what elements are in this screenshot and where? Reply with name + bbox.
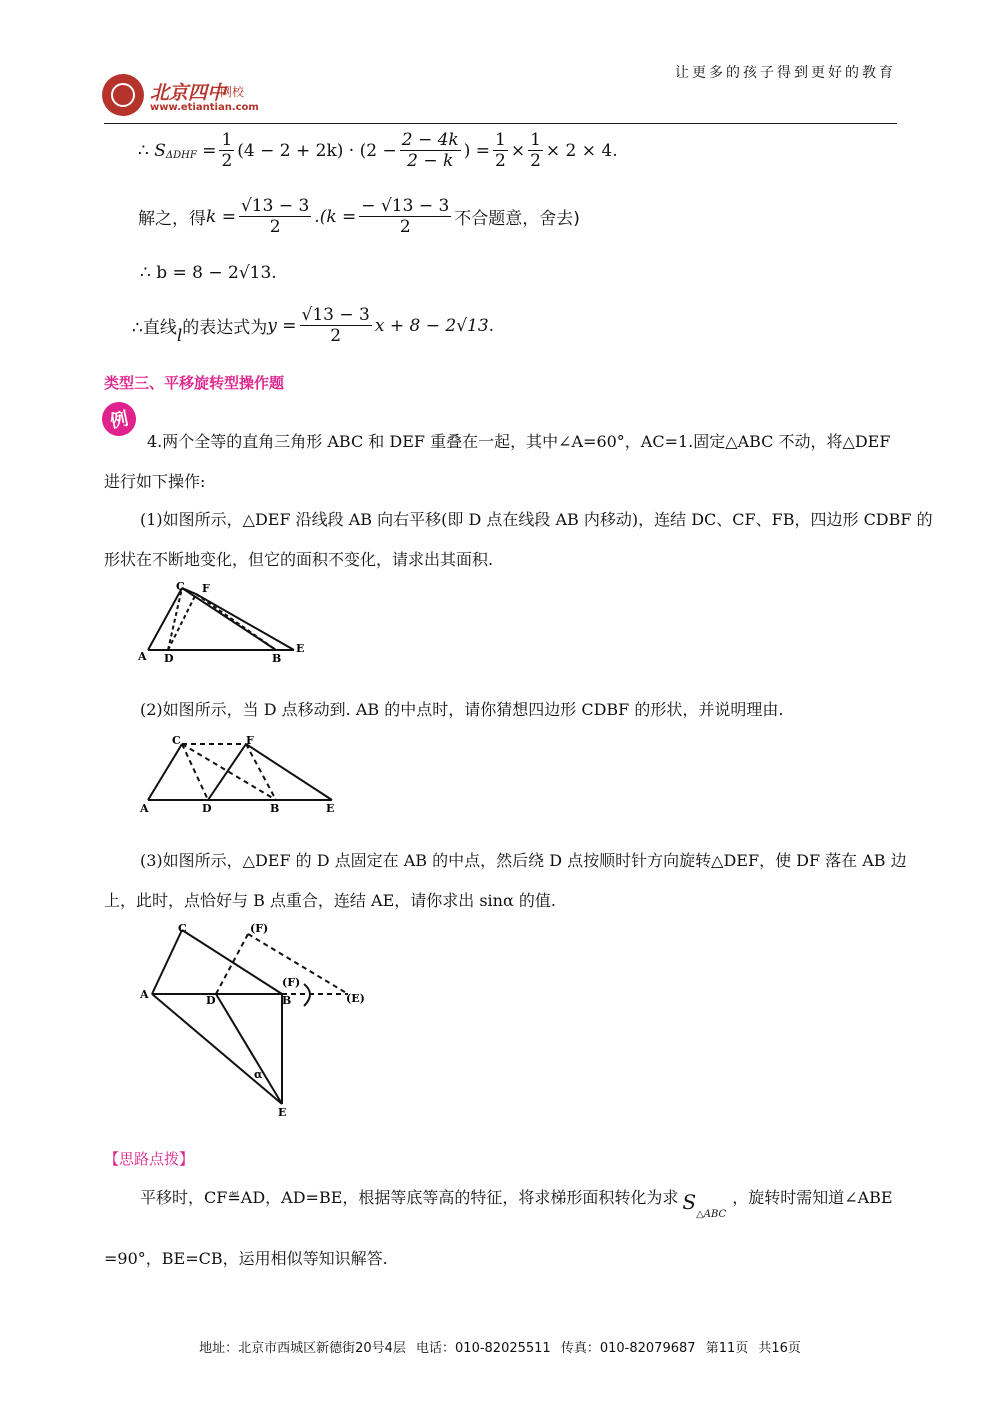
figure-label: A: [140, 988, 149, 1001]
figure-2: [136, 728, 346, 818]
footer-fax: 传真：010-82079687: [560, 1341, 696, 1356]
figure-1: [136, 578, 316, 668]
equation-area: [138, 130, 618, 171]
area-subscript: △ABC: [696, 1209, 727, 1220]
fraction: [400, 130, 461, 171]
hint-line-2: =90°，BE=CB，运用相似等知识解答.: [104, 1249, 388, 1268]
denominator: 2: [221, 151, 233, 171]
fraction: [300, 305, 372, 346]
figure-label: B: [272, 652, 282, 665]
denominator: 2: [530, 151, 541, 171]
expression-part: x + 8 − 2√13.: [374, 315, 495, 336]
figure-label: B: [270, 802, 280, 815]
expression-part: .(k =: [314, 206, 357, 227]
footer-total-pages: 共16页: [758, 1341, 801, 1356]
numerator: 1: [221, 130, 233, 150]
hint-text: ，旋转时需知道∠ABE: [732, 1188, 893, 1207]
expression-part: × 2 × 4.: [545, 140, 618, 161]
figure-label: A: [138, 650, 147, 663]
figure-3: [136, 918, 376, 1118]
example-badge-icon: 例: [99, 399, 139, 439]
denominator: 2 − k: [407, 151, 454, 171]
figure-label: F: [246, 734, 254, 747]
expression-part: (4 − 2 + 2k) · (2 −: [237, 140, 397, 161]
figure-label: D: [164, 652, 174, 665]
logo-url: www.etiantian.com: [150, 102, 259, 113]
figure-label: (E): [346, 992, 365, 1005]
area-symbol: S: [154, 140, 166, 161]
figure-label: E: [278, 1106, 287, 1118]
footer-page-number: 第11页: [705, 1341, 749, 1356]
figure-label: A: [140, 802, 149, 815]
figure-label: (F): [282, 976, 301, 989]
equation-b: [140, 263, 277, 283]
hint-text: AD，AD=BE，根据等底等高的特征，将求梯形面积转化为求: [240, 1188, 679, 1207]
numerator: 2 − 4k: [401, 130, 459, 150]
denominator: 2: [269, 217, 281, 237]
problem-part-1: (1)如图所示，△DEF 沿线段 AB 向右平移(即 D 点在线段 AB 内移动)，连结 DC、CF、FB，四边形 CDBF 的: [140, 510, 933, 529]
variable-l: l: [176, 325, 183, 346]
figure-label: D: [206, 994, 216, 1007]
figure-label: α: [254, 1068, 263, 1081]
page-footer: [0, 1337, 1000, 1356]
fraction: [493, 130, 508, 171]
variable-y: y =: [267, 315, 297, 336]
equation-text: ∴ b = 8 − 2√13.: [140, 263, 277, 283]
equals-sign: =: [202, 140, 217, 161]
expression-part: ) =: [463, 140, 490, 161]
numerator: √13 − 3: [301, 305, 370, 325]
variable-k: k =: [206, 206, 236, 227]
numerator: √13 − 3: [240, 196, 310, 216]
problem-part-1-cont: 形状在不断地变化，但它的面积不变化，请求出其面积.: [104, 550, 494, 569]
area-symbol: S: [682, 1190, 697, 1214]
numerator: 1: [530, 130, 541, 150]
therefore-symbol: ∴: [138, 140, 149, 161]
hint-label: 【思路点拨】: [104, 1150, 195, 1168]
site-logo: [102, 74, 277, 118]
denominator: 2: [330, 326, 342, 346]
logo-emblem-icon: [102, 74, 144, 116]
denominator: 2: [495, 151, 506, 171]
fraction: [219, 130, 234, 171]
figure-label: C: [178, 922, 187, 935]
logo-subtitle: 网校: [220, 85, 245, 99]
footer-address: 地址：北京市西城区新德街20号4层: [199, 1341, 406, 1356]
equation-solve-k: [138, 196, 580, 237]
footer-phone: 电话：010-82025511: [416, 1341, 551, 1356]
header-divider: [104, 123, 897, 124]
denominator: 2: [399, 217, 411, 237]
problem-part-3-cont: 上，此时，点恰好与 B 点重合，连结 AE，请你求出 sinα 的值.: [104, 891, 556, 910]
problem-part-3: (3)如图所示，△DEF 的 D 点固定在 AB 的中点，然后绕 D 点按顺时针方向旋转△DEF，使 DF 落在 AB 边: [140, 851, 907, 870]
problem-intro: 4.两个全等的直角三角形 ABC 和 DEF 重叠在一起，其中∠A=60°，AC=1.固定△ABC 不动，将△DEF: [147, 432, 891, 451]
figure-label: D: [202, 802, 212, 815]
figure-label: E: [296, 642, 305, 655]
area-subscript: ΔDHF: [165, 150, 197, 161]
fraction: [528, 130, 543, 171]
fraction: [359, 196, 451, 237]
equation-text: 不合题意，舍去): [454, 209, 580, 229]
figure-label: C: [172, 734, 181, 747]
header-slogan: 让更多的孩子得到更好的教育: [675, 65, 896, 81]
equation-text: 解之，得: [138, 209, 206, 229]
equation-text: 的表达式为: [182, 318, 268, 338]
figure-label: E: [326, 802, 335, 815]
numerator: 1: [495, 130, 506, 150]
equation-text: ∴直线: [132, 318, 177, 338]
fraction: [239, 196, 311, 237]
figure-label: B: [282, 994, 292, 1007]
figure-label: F: [202, 582, 210, 595]
hint-line-1: [140, 1186, 893, 1220]
figure-label: C: [176, 580, 185, 593]
equation-line-l: [132, 305, 494, 346]
figure-label: (F): [250, 922, 269, 935]
section-title: 类型三、平移旋转型操作题: [104, 374, 285, 392]
hint-text: 平移时，CF: [140, 1188, 228, 1207]
logo-name: 北京四中: [150, 82, 227, 104]
parallel-equal-symbol: ≝: [227, 1188, 241, 1207]
numerator: − √13 − 3: [361, 196, 450, 216]
problem-part-2: (2)如图所示，当 D 点移动到. AB 的中点时，请你猜想四边形 CDBF 的形状，并说明理由.: [140, 700, 784, 719]
times-sign: ×: [510, 140, 526, 161]
problem-intro-cont: 进行如下操作:: [104, 472, 206, 491]
